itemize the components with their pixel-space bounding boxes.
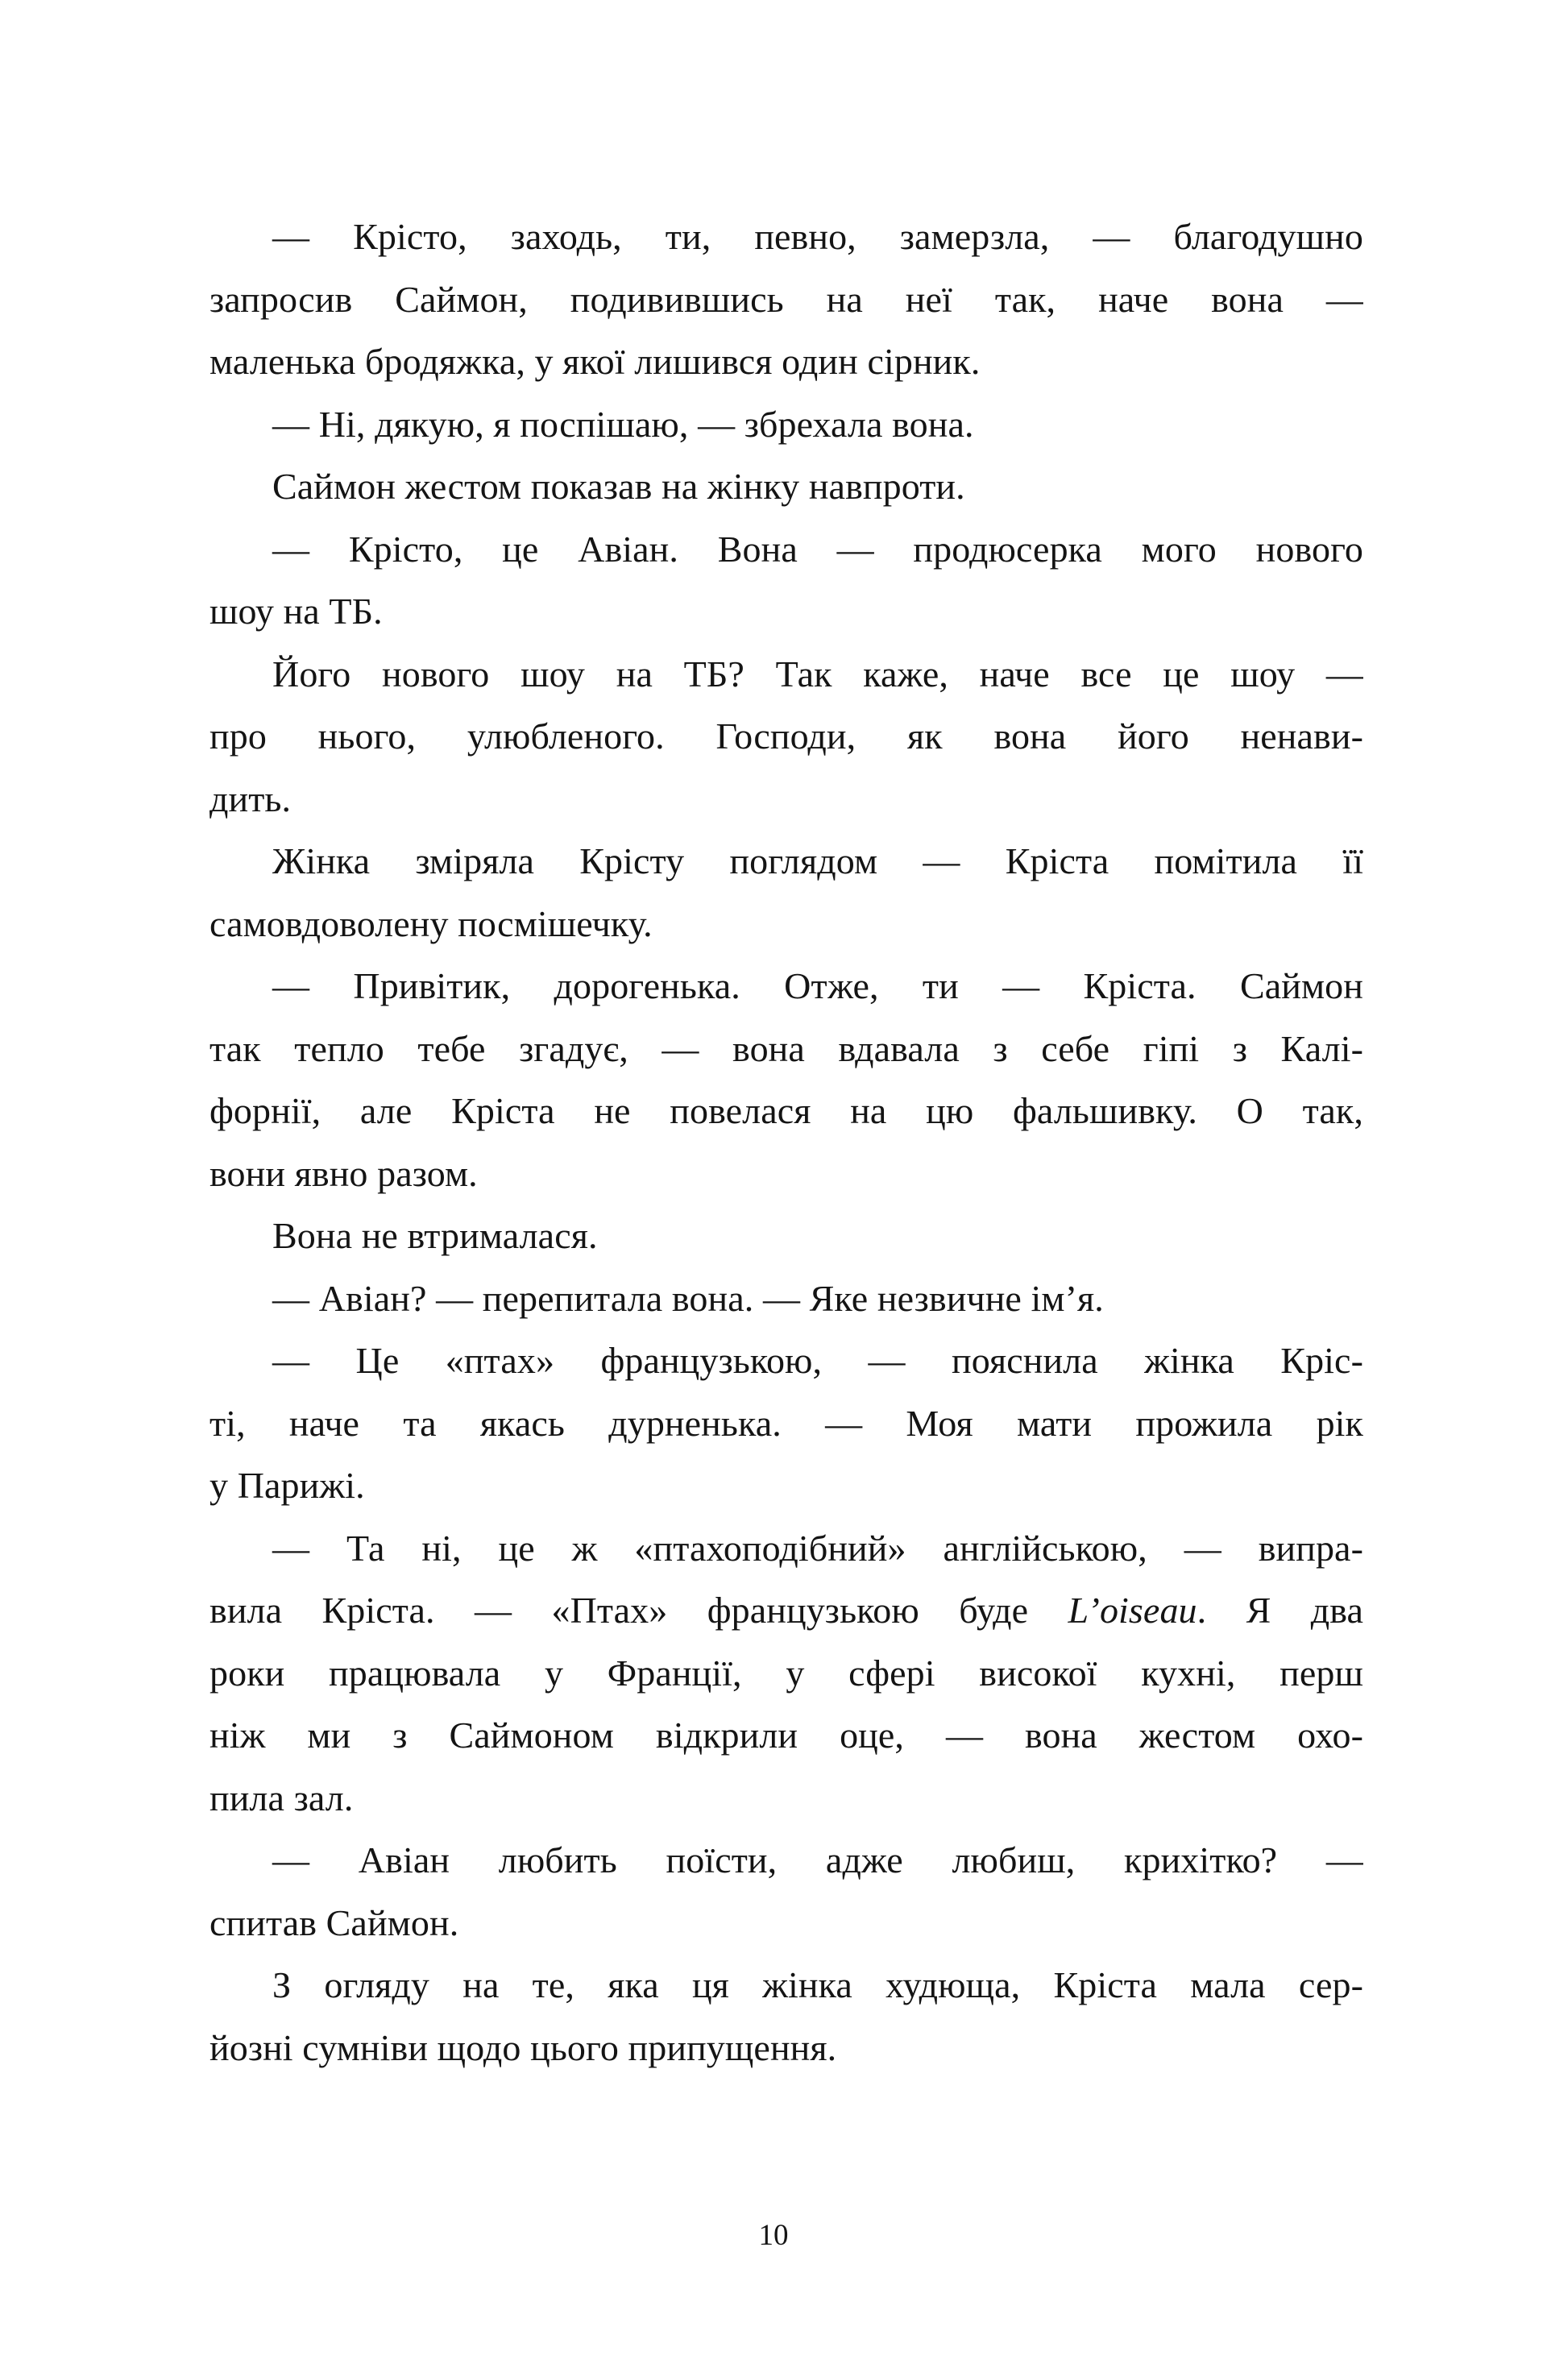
paragraph: [209, 1517, 1363, 1830]
text-line: [209, 205, 1363, 268]
text-segment: спитав Саймон.: [209, 1901, 459, 1943]
text-segment: — Це «птах» французькою, — пояснила жінка Кріс-: [272, 1340, 1363, 1381]
text-line: [209, 580, 1363, 643]
paragraph: [209, 1829, 1363, 1954]
text-segment: Його нового шоу на ТБ? Так каже, наче все це шоу —: [272, 653, 1363, 695]
text-segment: Вона не втрималася.: [272, 1215, 598, 1256]
text-line: [209, 643, 1363, 706]
text-line: [209, 1704, 1363, 1767]
text-segment: про нього, улюбленого. Господи, як вона його ненави-: [209, 715, 1363, 757]
text-line: [209, 2017, 1363, 2079]
text-segment: Саймон жестом показав на жінку навпроти.: [272, 466, 965, 507]
text-line: [209, 830, 1363, 893]
paragraph: [209, 518, 1363, 643]
paragraph: [209, 455, 1363, 518]
text-line: [209, 268, 1363, 331]
text-segment: дить.: [209, 777, 292, 819]
text-line: [209, 1767, 1363, 1830]
paragraph: [209, 205, 1363, 393]
text-segment: — Ні, дякую, я поспішаю, — збрехала вона.: [272, 403, 974, 445]
text-segment: Жінка зміряла Крісту поглядом — Кріста помітила її: [272, 840, 1363, 881]
paragraph: [209, 1954, 1363, 2079]
text-segment: — Авіан любить поїсти, адже любиш, крихітко? —: [272, 1839, 1363, 1880]
text-line: [209, 705, 1363, 768]
text-segment: йозні сумніви щодо цього припущення.: [209, 2026, 837, 2068]
text-segment: самовдоволену посмішечку.: [209, 902, 653, 944]
text-line: [209, 1454, 1363, 1517]
paragraph: [209, 1329, 1363, 1517]
text-line: [209, 330, 1363, 393]
text-line: [209, 1892, 1363, 1955]
text-segment: маленька бродяжка, у якої лишився один сірник.: [209, 341, 981, 382]
paragraph: [209, 1205, 1363, 1267]
text-segment: шоу на ТБ.: [209, 591, 383, 632]
paragraph: [209, 1267, 1363, 1330]
text-line: [209, 1829, 1363, 1892]
text-line: [209, 1954, 1363, 2017]
paragraph: [209, 643, 1363, 831]
text-line: [209, 768, 1363, 831]
text-line: [209, 1267, 1363, 1330]
text-segment: — Крісто, заходь, ти, певно, замерзла, — благодушно: [272, 216, 1363, 257]
text-line: [209, 1642, 1363, 1705]
text-line: [209, 455, 1363, 518]
text-line: [209, 1329, 1363, 1392]
text-block: [209, 205, 1363, 2079]
text-line: [209, 393, 1363, 456]
text-segment: вони явно разом.: [209, 1152, 478, 1194]
text-segment: — Та ні, це ж «птахоподібний» англійською, — випра-: [272, 1527, 1363, 1569]
text-line: [209, 518, 1363, 581]
text-line: [209, 893, 1363, 956]
paragraph: [209, 955, 1363, 1205]
text-line: [209, 1205, 1363, 1267]
text-line: [209, 1392, 1363, 1455]
text-segment: . Я два: [1197, 1590, 1363, 1631]
text-segment: пила зал.: [209, 1777, 354, 1818]
text-segment: — Авіан? — перепитала вона. — Яке незвичне ім’я.: [272, 1277, 1104, 1319]
text-segment: вила Кріста. — «Птах» французькою буде: [209, 1590, 1068, 1631]
text-segment: — Крісто, це Авіан. Вона — продюсерка мого нового: [272, 528, 1363, 570]
paragraph: [209, 830, 1363, 955]
text-segment: З огляду на те, яка ця жінка худюща, Кріста мала сер-: [272, 1964, 1363, 2005]
text-segment: форнії, але Кріста не повелася на цю фальшивку. О так,: [209, 1090, 1363, 1131]
text-line: [209, 955, 1363, 1018]
text-line: [209, 1018, 1363, 1080]
text-line: [209, 1080, 1363, 1142]
text-segment: ті, наче та якась дурненька. — Моя мати прожила рік: [209, 1402, 1363, 1444]
text-segment: роки працювала у Франції, у сфері високої кухні, перш: [209, 1652, 1363, 1694]
text-segment: у Парижі.: [209, 1465, 365, 1506]
text-line: [209, 1579, 1363, 1642]
text-line: [209, 1142, 1363, 1205]
paragraph: [209, 393, 1363, 456]
italic-text: L’oiseau: [1068, 1590, 1197, 1631]
text-segment: — Привітик, дорогенька. Отже, ти — Кріста. Саймон: [272, 965, 1363, 1006]
text-segment: ніж ми з Саймоном відкрили оце, — вона жестом охо-: [209, 1715, 1363, 1756]
text-segment: так тепло тебе згадує, — вона вдавала з себе гіпі з Калі-: [209, 1027, 1363, 1069]
text-line: [209, 1517, 1363, 1580]
page-number: 10: [758, 2219, 789, 2252]
text-segment: запросив Саймон, подивившись на неї так, наче вона —: [209, 278, 1363, 320]
